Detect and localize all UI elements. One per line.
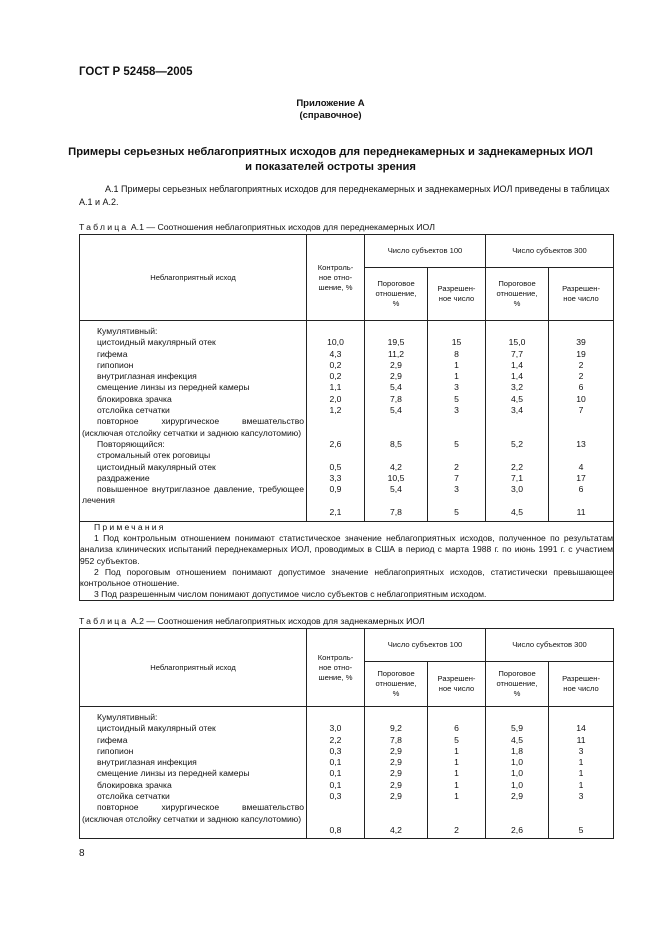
cell: 1,4 (511, 371, 523, 382)
col-threshold-100 (365, 268, 428, 321)
cell: 3 (578, 745, 584, 756)
t1-control (307, 321, 365, 522)
col-threshold-l3: % (392, 299, 400, 308)
cell: 4,2 (390, 824, 402, 835)
cell: 11,2 (387, 348, 405, 359)
cell: 1 (578, 779, 584, 790)
col-group100: Число субъектов 100 (365, 235, 486, 268)
cell: 3,0 (511, 484, 523, 495)
table-row-label: Кумулятивный: (97, 326, 158, 336)
cell: 2,1 (329, 506, 342, 517)
cell: 2,2 (329, 734, 342, 745)
cell: 4,2 (390, 461, 402, 472)
table-row-label: гифема (97, 734, 128, 745)
cell: 1,1 (329, 382, 342, 393)
t1-allowed100 (428, 321, 486, 522)
col-control-l2: ное отно- (318, 662, 353, 672)
cell: 1,0 (511, 779, 523, 790)
cell: 2,9 (390, 745, 402, 756)
cell: 2,2 (511, 461, 523, 472)
col-control-l3: шение, % (318, 672, 353, 682)
t1-allowed300 (549, 321, 614, 522)
cell: 2,9 (390, 779, 402, 790)
notes-title: Примечания (94, 522, 166, 533)
col-allowed-l1: Разрешен- (562, 284, 600, 293)
col-control-l1: Контроль- (317, 262, 354, 272)
cell: 3 (454, 405, 459, 416)
col-outcome: Неблагоприятный исход (80, 629, 307, 707)
cell: 6 (454, 723, 459, 734)
cell: 0,5 (329, 461, 342, 472)
col-threshold-300 (486, 268, 549, 321)
cell: 2 (578, 371, 584, 382)
cell: 1 (578, 768, 584, 779)
table-row-label: цистоидный макулярный отек (97, 723, 216, 734)
col-control-l3: шение, % (318, 282, 353, 292)
cell: 14 (576, 723, 586, 734)
cell: 4,5 (511, 506, 523, 517)
cell: 5 (454, 438, 459, 449)
cell: 8 (454, 348, 459, 359)
col-group300: Число субъектов 300 (486, 235, 614, 268)
col-allowed-l1: Разрешен- (437, 674, 476, 683)
table-row-label: гифема (97, 348, 128, 359)
col-allowed-l2: ное число (438, 294, 475, 303)
cell: 1 (578, 757, 584, 768)
cell: 7,8 (390, 506, 402, 517)
t2-allowed100 (428, 707, 486, 839)
col-allowed-l2: ное число (438, 684, 475, 693)
standard-header: ГОСТ Р 52458—2005 (79, 66, 193, 78)
table1-caption-label: Таблица (79, 222, 129, 232)
cell: 5,9 (511, 723, 523, 734)
cell: 3,3 (329, 472, 342, 483)
cell: 3,0 (329, 723, 342, 734)
cell: 7 (578, 405, 584, 416)
cell: 2,9 (390, 791, 402, 802)
table2-caption-label: Таблица (79, 616, 129, 626)
table-row-label: гипопион (97, 745, 134, 756)
cell: 5 (454, 506, 459, 517)
cell: 1,4 (511, 359, 523, 370)
table-row-label: внутриглазная инфекция (97, 757, 197, 768)
section-title-line-1: Примеры серьезных неблагоприятных исходов для переднекамерных и заднекамерных ИОЛ (68, 146, 593, 158)
cell: 0,1 (329, 768, 342, 779)
cell: 5,4 (390, 484, 402, 495)
cell: 11 (576, 734, 586, 745)
cell: 5 (454, 393, 459, 404)
cell: 5 (454, 734, 459, 745)
col-threshold-l3: % (513, 689, 521, 698)
t2-labels (80, 707, 307, 839)
table-row-label: смещение линзы из передней камеры (97, 382, 250, 393)
col-threshold-l1: Пороговое (377, 279, 415, 288)
t2-control (307, 707, 365, 839)
table-row-label: раздражение (97, 472, 150, 483)
cell: 2 (454, 461, 459, 472)
table-row-label-reop: повторное хирургическое вмешательство (исключая отслойку сетчатки и заднюю капсулотомию) (82, 802, 304, 824)
cell: 5,4 (390, 405, 402, 416)
cell: 4,3 (329, 348, 342, 359)
table-row-label-iop: повышенное внутриглазное давление, требующее лечения (82, 484, 304, 506)
col-allowed-300 (549, 662, 614, 707)
cell: 1,0 (511, 757, 523, 768)
table2-caption (79, 616, 425, 626)
cell: 0,1 (329, 757, 342, 768)
col-group300: Число субъектов 300 (486, 629, 614, 662)
col-allowed-100 (428, 268, 486, 321)
cell: 2,6 (329, 438, 342, 449)
cell: 19,5 (387, 337, 405, 348)
table-row-label: смещение линзы из передней камеры (97, 768, 250, 779)
table-row-label: блокировка зрачка (97, 393, 172, 404)
cell: 7,8 (390, 734, 402, 745)
cell: 19 (576, 348, 586, 359)
col-control (307, 629, 365, 707)
cell: 5,2 (511, 438, 523, 449)
col-threshold-100 (365, 662, 428, 707)
table-row-label: цистоидный макулярный отек (97, 461, 216, 472)
appendix-title: Приложение А (296, 98, 365, 109)
table-row-label: стромальный отек роговицы (97, 450, 211, 461)
table-row-label-reop: повторное хирургическое вмешательство (исключая отслойку сетчатки и заднюю капсулотомию) (82, 416, 304, 438)
appendix-type: (справочное) (299, 110, 362, 121)
table-row-label: Кумулятивный: (97, 712, 158, 722)
cell: 1 (454, 757, 459, 768)
cell: 0,2 (329, 371, 342, 382)
col-allowed-l1: Разрешен- (562, 674, 600, 683)
col-threshold-l2: отношение, (375, 679, 417, 688)
t2-threshold300 (486, 707, 549, 839)
col-group100: Число субъектов 100 (365, 629, 486, 662)
table-row-label: цистоидный макулярный отек (97, 337, 216, 348)
cell: 2 (578, 359, 584, 370)
cell: 2 (454, 824, 459, 835)
cell: 4,5 (511, 734, 523, 745)
cell: 1 (454, 745, 459, 756)
cell: 15 (451, 337, 462, 348)
page-number: 8 (79, 848, 85, 859)
table-row-label: гипопион (97, 359, 134, 370)
col-control-l2: ное отно- (318, 272, 353, 282)
cell: 2,0 (329, 393, 342, 404)
table2-caption-text: А.2 — Соотношения неблагоприятных исходов для заднекамерных ИОЛ (130, 616, 425, 626)
col-threshold-l3: % (392, 689, 400, 698)
t2-threshold100 (365, 707, 428, 839)
cell: 3,4 (511, 405, 523, 416)
table1-caption (79, 222, 435, 232)
cell: 2,9 (390, 757, 402, 768)
cell: 5 (578, 824, 584, 835)
cell: 1,2 (329, 405, 342, 416)
cell: 2,9 (390, 371, 402, 382)
col-allowed-100 (428, 662, 486, 707)
cell: 4 (578, 461, 584, 472)
cell: 1 (454, 359, 459, 370)
cell: 3,2 (511, 382, 523, 393)
cell: 7 (454, 472, 459, 483)
col-threshold-l1: Пороговое (498, 279, 536, 288)
cell: 11 (576, 506, 586, 517)
table1 (79, 234, 614, 601)
cell: 7,1 (511, 472, 523, 483)
cell: 7,7 (511, 348, 523, 359)
cell: 3 (454, 382, 459, 393)
cell: 9,2 (390, 723, 402, 734)
col-threshold-l3: % (513, 299, 521, 308)
col-allowed-300 (549, 268, 614, 321)
table2 (79, 628, 614, 839)
cell: 1 (454, 791, 459, 802)
cell: 0,3 (329, 791, 342, 802)
table1-notes (80, 522, 614, 601)
cell: 10,5 (387, 472, 405, 483)
col-control-l1: Контроль- (317, 652, 354, 662)
table-row-label: отслойка сетчатки (97, 791, 170, 802)
t1-labels (80, 321, 307, 522)
col-threshold-l1: Пороговое (377, 669, 415, 678)
col-allowed-l2: ное число (563, 684, 599, 693)
cell: 0,9 (329, 484, 342, 495)
cell: 1,8 (511, 745, 523, 756)
cell: 1,0 (511, 768, 523, 779)
cell: 1 (454, 371, 459, 382)
t1-threshold100 (365, 321, 428, 522)
cell: 3 (578, 791, 584, 802)
cell: 2,6 (511, 824, 523, 835)
cell: 1 (454, 779, 459, 790)
section-title-line-2: и показателей остроты зрения (245, 160, 416, 173)
cell: 8,5 (390, 438, 402, 449)
cell: 2,9 (390, 359, 402, 370)
section-title (0, 145, 661, 174)
cell: 1 (454, 768, 459, 779)
col-threshold-l2: отношение, (496, 289, 538, 298)
col-control (307, 235, 365, 321)
cell: 2,9 (390, 768, 402, 779)
cell: 0,2 (329, 359, 342, 370)
table-row-label: Повторяющийся: (97, 438, 165, 449)
cell: 0,3 (329, 745, 342, 756)
table-row-label: внутриглазная инфекция (97, 371, 197, 382)
cell: 10,0 (327, 337, 344, 348)
note-3: 3 Под разрешенным числом понимают допустимое число субъектов с неблагоприятным исходом. (94, 589, 487, 600)
col-allowed-l2: ное число (563, 294, 599, 303)
t1-threshold300 (486, 321, 549, 522)
cell: 4,5 (511, 393, 523, 404)
col-threshold-300 (486, 662, 549, 707)
cell: 7,8 (390, 393, 402, 404)
cell: 17 (576, 472, 586, 483)
cell: 13 (576, 438, 586, 449)
cell: 10 (576, 393, 586, 404)
col-threshold-l2: отношение, (496, 679, 538, 688)
cell: 0,1 (329, 779, 342, 790)
col-threshold-l1: Пороговое (498, 669, 536, 678)
table-row-label: отслойка сетчатки (97, 405, 170, 416)
cell: 6 (578, 382, 584, 393)
col-threshold-l2: отношение, (375, 289, 417, 298)
intro-paragraph: А.1 Примеры серьезных неблагоприятных исходов для переднекамерных и заднекамерных ИОЛ приведены в таблицах А.1 и А.2. (79, 184, 610, 207)
col-outcome: Неблагоприятный исход (80, 235, 307, 321)
cell: 2,9 (511, 791, 523, 802)
note-2: 2 Под пороговым отношением понимают допустимое значение неблагоприятных исходов, статистически превышающее контрольное отношение. (80, 566, 614, 589)
cell: 5,4 (390, 382, 402, 393)
cell: 3 (454, 484, 459, 495)
cell: 39 (576, 337, 586, 348)
table1-caption-text: А.1 — Соотношения неблагоприятных исходов для переднекамерных ИОЛ (130, 222, 435, 232)
note-1: 1 Под контрольным отношением понимают статистическое значение неблагоприятных исходов, полученное по результатам анализа клинических испытаний переднекамерных ИОЛ, проводимых в США в период с марта 1988 г. по июнь 1991 г. с участием 952 субъектов. (80, 533, 614, 566)
cell: 15,0 (508, 337, 526, 348)
cell: 0,8 (329, 824, 342, 835)
table-row-label: блокировка зрачка (97, 779, 172, 790)
cell: 6 (578, 484, 584, 495)
t2-allowed300 (549, 707, 614, 839)
col-allowed-l1: Разрешен- (437, 284, 476, 293)
